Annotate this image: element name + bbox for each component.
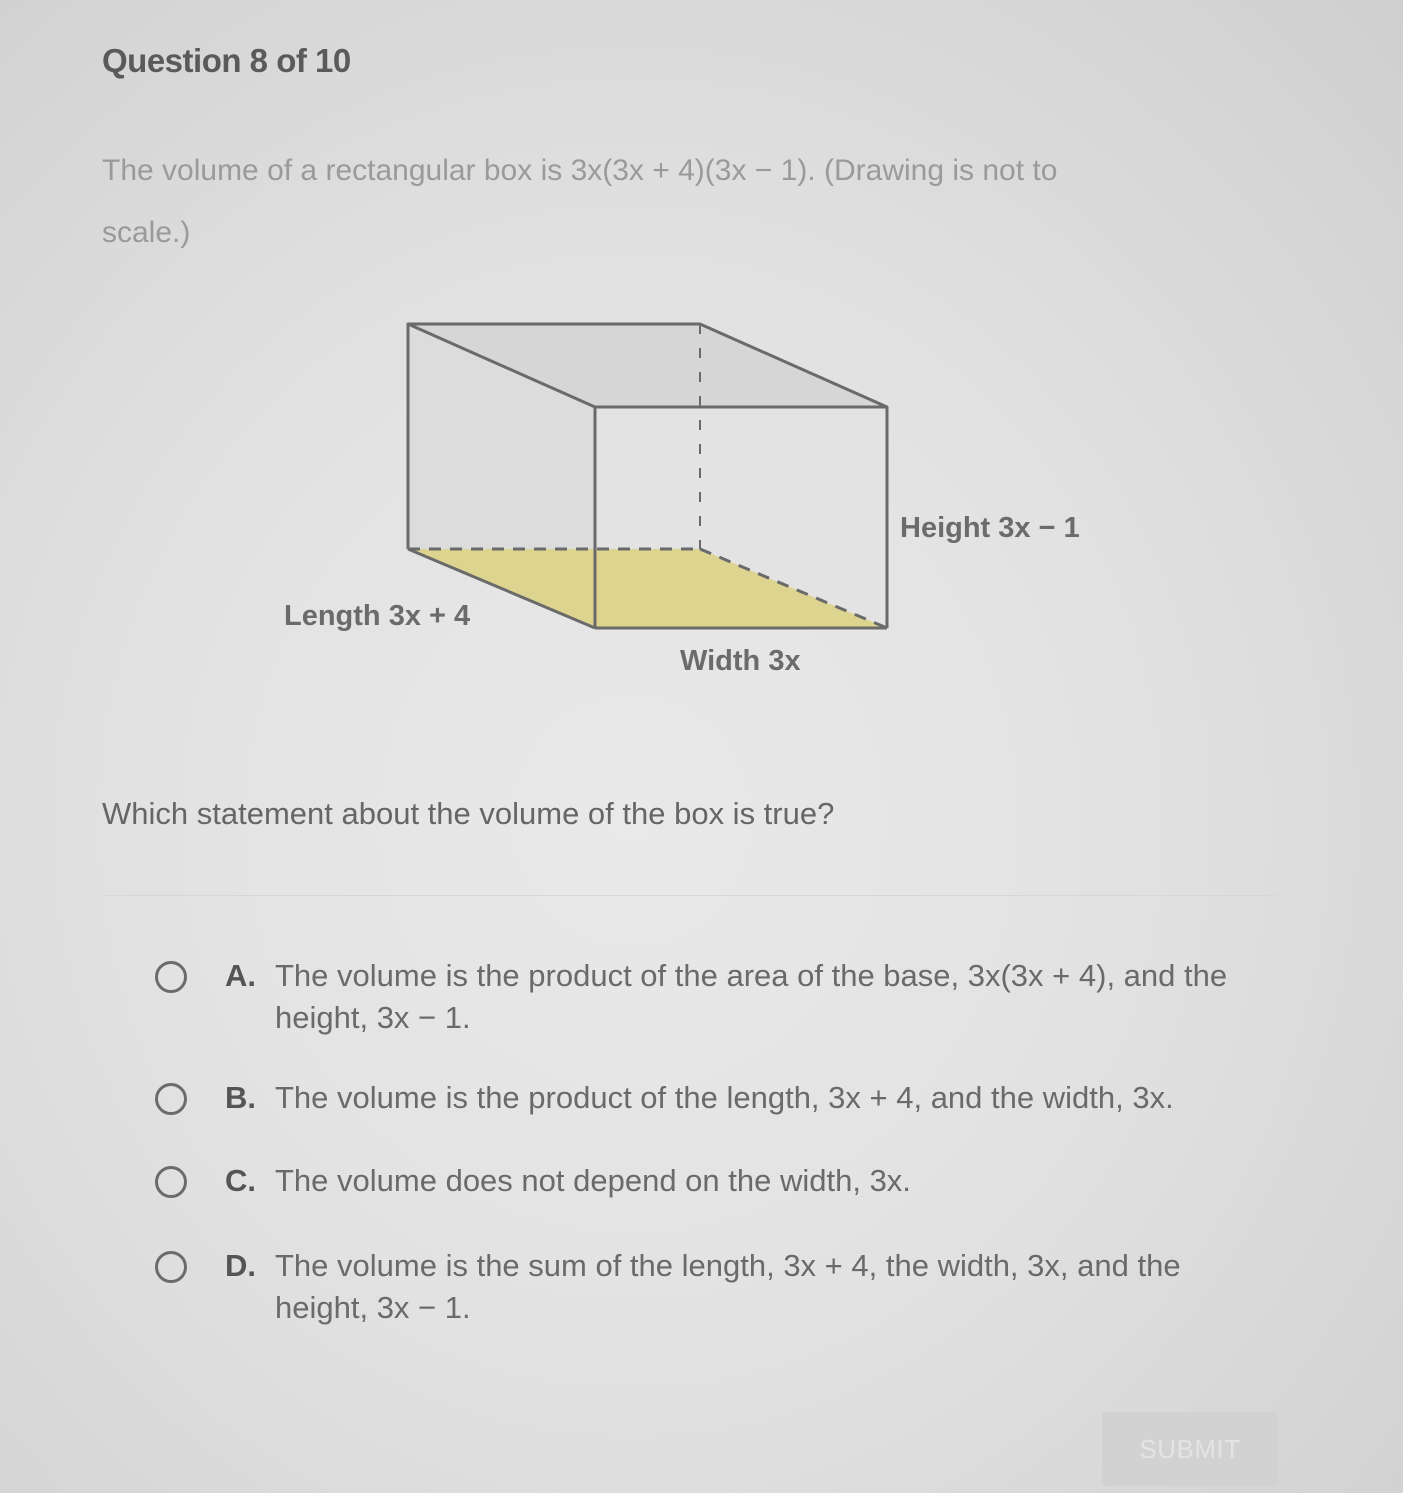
radio-button-b[interactable]: [155, 1083, 187, 1115]
choice-letter-a: A.: [225, 958, 256, 993]
radio-button-c[interactable]: [155, 1166, 187, 1198]
width-label: Width 3x: [680, 645, 801, 677]
prompt-line-2: scale.): [102, 216, 191, 249]
choice-text-a: The volume is the product of the area of the base, 3x(3x + 4), and the height, 3x − 1.: [275, 958, 1228, 1035]
divider: [102, 895, 1277, 896]
question-counter: Question 8 of 10: [102, 42, 351, 79]
box-diagram: [270, 310, 1120, 690]
choice-text-b: The volume is the product of the length, 3x + 4, and the width, 3x.: [275, 1080, 1174, 1115]
submit-button[interactable]: SUBMIT: [1102, 1412, 1278, 1486]
choice-letter-b: B.: [225, 1080, 256, 1115]
height-label: Height 3x − 1: [900, 512, 1080, 544]
radio-button-a[interactable]: [155, 961, 187, 993]
choice-text-d: The volume is the sum of the length, 3x + 4, the width, 3x, and the height, 3x − 1.: [275, 1248, 1181, 1325]
choice-d[interactable]: [155, 1245, 1265, 1329]
prompt-line-1: The volume of a rectangular box is 3x(3x + 4)(3x − 1). (Drawing is not to: [102, 154, 1058, 187]
choice-c[interactable]: [155, 1160, 1265, 1202]
choice-text-c: The volume does not depend on the width, 3x.: [275, 1163, 911, 1198]
choice-letter-c: C.: [225, 1163, 256, 1198]
choice-letter-d: D.: [225, 1248, 256, 1283]
choice-b[interactable]: [155, 1077, 1265, 1119]
question-prompt: [102, 140, 1222, 264]
length-label: Length 3x + 4: [284, 600, 471, 632]
radio-button-d[interactable]: [155, 1251, 187, 1283]
choice-a[interactable]: [155, 955, 1265, 1039]
question-text: Which statement about the volume of the box is true?: [102, 796, 835, 831]
